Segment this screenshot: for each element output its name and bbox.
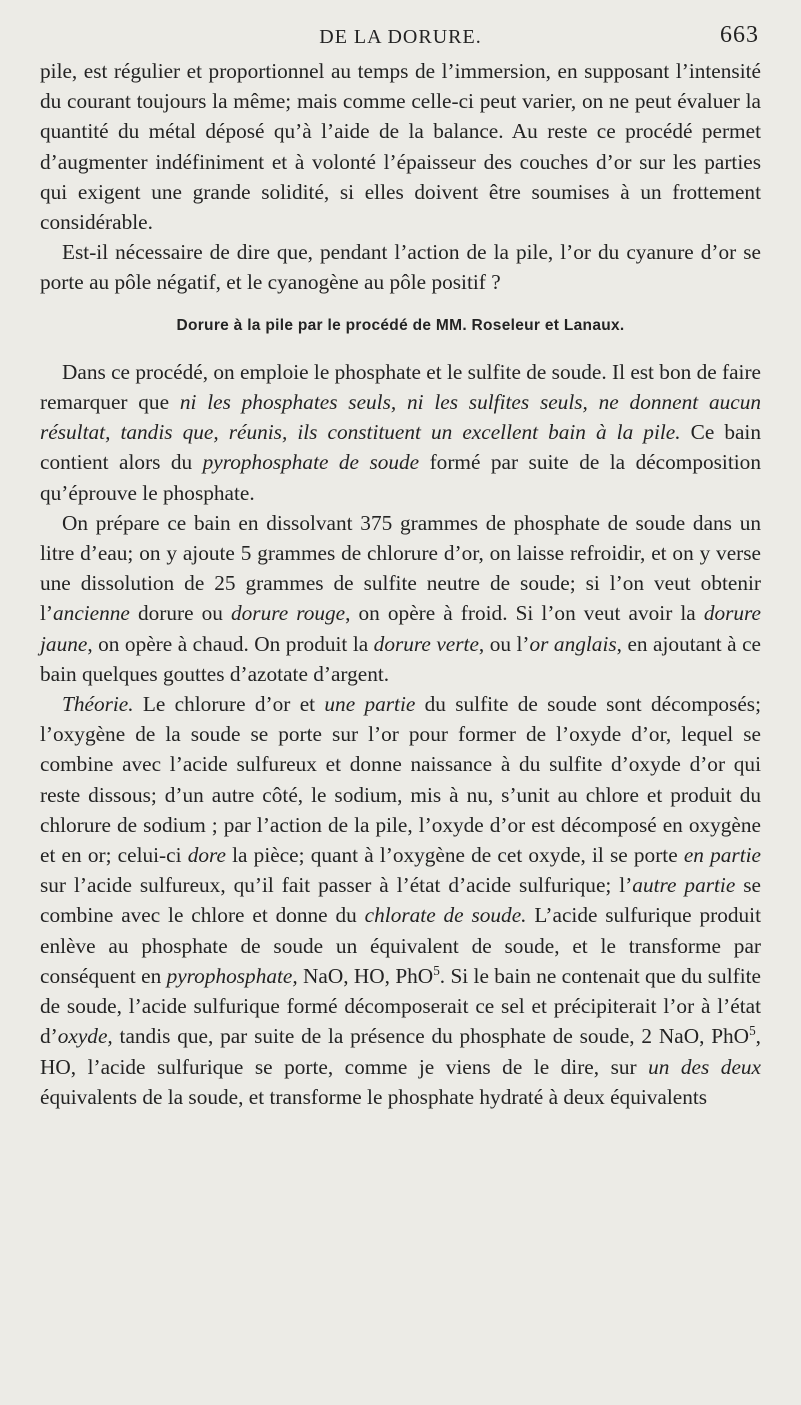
superscript: 5	[749, 1023, 756, 1039]
italic-run: oxyde,	[57, 1024, 113, 1049]
text-run: Ce bain contient alors du	[40, 420, 761, 475]
text-run: la pièce; quant à l’oxygène de cet oxyde, il se porte	[225, 843, 684, 868]
italic-run: chlorate de soude.	[364, 903, 527, 928]
italic-run: pyrophosphate de soude	[202, 450, 420, 475]
italic-run: or anglais	[529, 631, 617, 656]
italic-run: dore	[187, 843, 226, 868]
italic-run: pyrophosphate,	[166, 963, 298, 988]
body-text	[40, 56, 761, 1112]
italic-run: ni les phosphates seuls, ni les sulfites seuls, ne donnent aucun résultat, tandis que, réunis, ils constituent un excellent bain à la pile.	[40, 390, 761, 445]
running-head	[40, 22, 761, 56]
text-run: , HO, l’acide sulfurique se porte, comme je viens de le dire, sur	[40, 1024, 761, 1079]
paragraph-preparation	[40, 508, 761, 689]
text-run: tandis que, par suite de la présence du phosphate de soude, 2 NaO, PhO	[112, 1024, 750, 1049]
italic-run: dorure rouge	[230, 601, 346, 626]
italic-run: une partie	[324, 692, 416, 717]
italic-run: autre partie	[632, 873, 736, 898]
italic-run: en partie	[683, 843, 762, 868]
italic-run: dorure verte	[373, 631, 479, 656]
text-run: se combine avec le chlore et donne du	[40, 873, 761, 928]
superscript: 5	[433, 962, 440, 978]
paragraph-procedure	[40, 357, 761, 508]
text-run: équivalents de la soude, et transforme le phosphate hydraté à deux équivalents	[40, 1084, 708, 1109]
text-run: NaO, HO, PhO	[297, 963, 434, 988]
italic-run: dorure jaune	[40, 601, 761, 656]
text-run: , en ajoutant à ce bain quelques gouttes d’azotate d’argent.	[40, 631, 761, 686]
running-title: DE LA DORURE.	[319, 26, 482, 48]
paragraph-theory	[40, 689, 761, 1112]
text-run: , on opère à chaud. On produit la	[87, 631, 374, 656]
text-run: formé par suite de la décomposition qu’éprouve le phosphate.	[40, 450, 761, 505]
text-run: . Si le bain ne contenait que du sulfite de soude, l’acide sulfurique formé décomposerait ce sel et précipiterait l’or à l’état d’	[40, 963, 762, 1049]
text-run: du sulfite de soude sont décomposés; l’oxygène de la soude se porte sur l’or pour former de l’oxyde d’or, lequel se combine avec l’acide sulfureux et donne naissance à du sulfite d’oxyde d’or qui reste dissous; d’un autre côté, le sodium, mis à nu, s’unit au chlore et produit du chlorure de sodium ; par l’action de la pile, l’oxyde d’or est décomposé en oxygène et en or; celui-ci	[40, 692, 761, 868]
italic-run: ancienne	[53, 601, 130, 626]
section-heading: Dorure à la pile par le procédé de MM. Roseleur et Lanaux.	[176, 316, 625, 334]
paragraph-question: Est-il nécessaire de dire que, pendant l’action de la pile, l’or du cyanure d’or se porte au pôle négatif, et le cyanogène au pôle positif ?	[40, 240, 761, 295]
text-run: Dans ce procédé, on emploie le phosphate et le sulfite de soude. Il est bon de faire remarquer que	[40, 359, 762, 415]
page-number: 663	[720, 22, 759, 48]
text-run: Le chlorure d’or et	[133, 692, 325, 717]
text-run: dorure ou	[129, 601, 231, 626]
italic-run: Théorie.	[62, 692, 134, 717]
text-run: On prépare ce bain en dissolvant 375 grammes de phosphate de soude dans un litre d’eau; on y ajoute 5 grammes de chlorure d’or, on laisse refroidir, et on y verse une dissolution de 25 grammes de sulfite neutre de soude; si l’on veut obtenir l’	[40, 510, 761, 626]
text-run: , on opère à froid. Si l’on veut avoir la	[345, 601, 704, 626]
text-run: , ou l’	[478, 631, 530, 656]
paragraph-continuation: pile, est régulier et proportionnel au temps de l’immersion, en supposant l’intensité du courant toujours la même; mais comme celle-ci peut varier, on ne peut évaluer la quantité du métal déposé qu’à l’aide de la balance. Au reste ce procédé permet d’augmenter indéfiniment et à volonté l’épaisseur des couches d’or sur les parties qui exigent une grande solidité, si elles doivent être soumises à un frottement considérable.	[40, 59, 761, 235]
text-run: sur l’acide sulfureux, qu’il fait passer à l’état d’acide sulfurique; l’	[40, 873, 633, 898]
text-run: L’acide sulfurique produit enlève au phosphate de soude un équivalent de soude, et le transforme par conséquent en	[40, 903, 762, 988]
italic-run: un des deux	[648, 1054, 761, 1079]
